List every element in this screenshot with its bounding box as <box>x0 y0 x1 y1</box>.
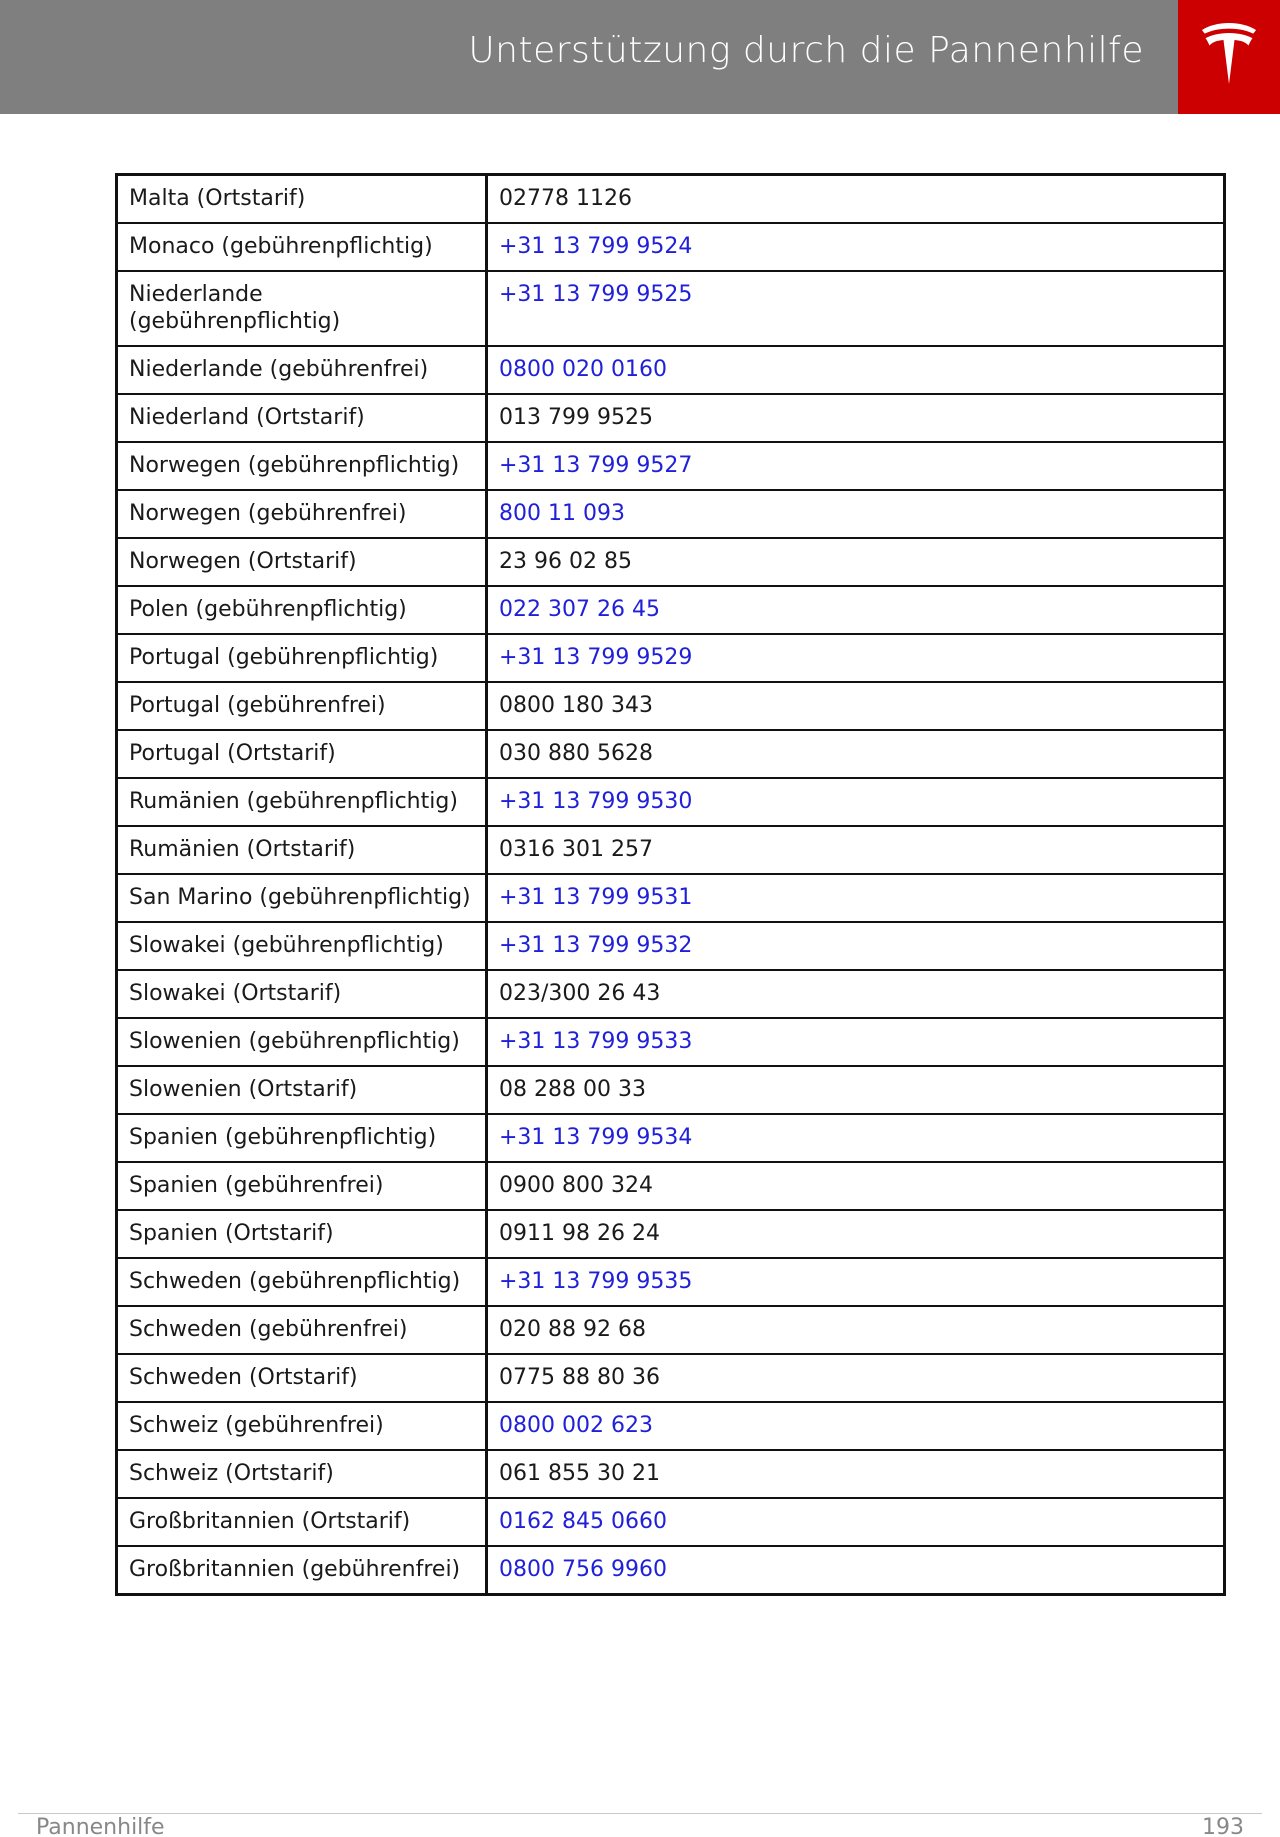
table-row <box>117 538 1225 586</box>
country-cell: Schweiz (Ortstarif) <box>117 1450 487 1498</box>
country-cell: Slowenien (gebührenpflichtig) <box>117 1018 487 1066</box>
phone-number-cell: 0775 88 80 36 <box>487 1354 1225 1402</box>
country-cell: Portugal (Ortstarif) <box>117 730 487 778</box>
phone-number-link[interactable]: +31 13 799 9524 <box>487 223 1225 271</box>
phone-number-link[interactable]: 022 307 26 45 <box>487 586 1225 634</box>
table-row <box>117 778 1225 826</box>
country-cell: Slowakei (gebührenpflichtig) <box>117 922 487 970</box>
phone-number-link[interactable]: 0800 020 0160 <box>487 346 1225 394</box>
table-row <box>117 586 1225 634</box>
country-cell: Rumänien (gebührenpflichtig) <box>117 778 487 826</box>
phone-number-link[interactable]: 0162 845 0660 <box>487 1498 1225 1546</box>
table-row <box>117 1018 1225 1066</box>
country-cell: Spanien (Ortstarif) <box>117 1210 487 1258</box>
phone-number-cell: 030 880 5628 <box>487 730 1225 778</box>
phone-number-link[interactable]: +31 13 799 9525 <box>487 271 1225 346</box>
country-cell: Schweden (Ortstarif) <box>117 1354 487 1402</box>
country-cell: Monaco (gebührenpflichtig) <box>117 223 487 271</box>
table-row <box>117 1306 1225 1354</box>
country-cell: Niederland (Ortstarif) <box>117 394 487 442</box>
phone-number-cell: 013 799 9525 <box>487 394 1225 442</box>
table-row <box>117 826 1225 874</box>
country-cell: Norwegen (gebührenpflichtig) <box>117 442 487 490</box>
phone-number-link[interactable]: +31 13 799 9532 <box>487 922 1225 970</box>
table-row <box>117 1114 1225 1162</box>
phone-number-cell: 0800 180 343 <box>487 682 1225 730</box>
country-cell: Niederlande (gebührenfrei) <box>117 346 487 394</box>
footer-section-name: Pannenhilfe <box>36 1815 165 1837</box>
country-cell: Spanien (gebührenpflichtig) <box>117 1114 487 1162</box>
table-row <box>117 1498 1225 1546</box>
table-row <box>117 175 1225 224</box>
roadside-phone-table <box>115 173 1226 1596</box>
footer-divider <box>18 1813 1262 1814</box>
table-row <box>117 490 1225 538</box>
phone-number-link[interactable]: +31 13 799 9527 <box>487 442 1225 490</box>
table-row <box>117 634 1225 682</box>
table-row <box>117 346 1225 394</box>
country-cell: Großbritannien (gebührenfrei) <box>117 1546 487 1595</box>
country-cell: Spanien (gebührenfrei) <box>117 1162 487 1210</box>
country-cell: Norwegen (Ortstarif) <box>117 538 487 586</box>
table-row <box>117 1258 1225 1306</box>
country-cell: San Marino (gebührenpflichtig) <box>117 874 487 922</box>
table-row <box>117 1546 1225 1595</box>
country-cell: Großbritannien (Ortstarif) <box>117 1498 487 1546</box>
phone-number-cell: 023/300 26 43 <box>487 970 1225 1018</box>
phone-number-link[interactable]: +31 13 799 9530 <box>487 778 1225 826</box>
table-body <box>117 175 1225 1595</box>
phone-number-link[interactable]: 0800 756 9960 <box>487 1546 1225 1595</box>
table-row <box>117 271 1225 346</box>
table-row <box>117 682 1225 730</box>
table-row <box>117 922 1225 970</box>
country-cell: Malta (Ortstarif) <box>117 175 487 224</box>
phone-number-link[interactable]: +31 13 799 9531 <box>487 874 1225 922</box>
table-row <box>117 1066 1225 1114</box>
table-row <box>117 394 1225 442</box>
phone-number-cell: 23 96 02 85 <box>487 538 1225 586</box>
table-row <box>117 1402 1225 1450</box>
phone-number-cell: 0900 800 324 <box>487 1162 1225 1210</box>
table-row <box>117 730 1225 778</box>
header-bar <box>0 0 1178 114</box>
logo-box <box>1178 0 1280 114</box>
country-cell: Portugal (gebührenfrei) <box>117 682 487 730</box>
table-row <box>117 1354 1225 1402</box>
phone-number-link[interactable]: +31 13 799 9533 <box>487 1018 1225 1066</box>
phone-number-cell: 08 288 00 33 <box>487 1066 1225 1114</box>
table-row <box>117 223 1225 271</box>
phone-number-cell: 02778 1126 <box>487 175 1225 224</box>
page-title: Unterstützung durch die Pannenhilfe <box>468 30 1144 71</box>
tesla-logo-icon <box>1200 20 1258 86</box>
country-cell: Polen (gebührenpflichtig) <box>117 586 487 634</box>
roadside-phone-table-wrapper <box>115 173 1223 1596</box>
phone-number-link[interactable]: 0800 002 623 <box>487 1402 1225 1450</box>
table-row <box>117 1162 1225 1210</box>
phone-number-cell: 0316 301 257 <box>487 826 1225 874</box>
table-row <box>117 1450 1225 1498</box>
country-cell: Niederlande (gebührenpflichtig) <box>117 271 487 346</box>
country-cell: Rumänien (Ortstarif) <box>117 826 487 874</box>
table-row <box>117 874 1225 922</box>
phone-number-link[interactable]: +31 13 799 9529 <box>487 634 1225 682</box>
phone-number-link[interactable]: +31 13 799 9534 <box>487 1114 1225 1162</box>
phone-number-cell: 0911 98 26 24 <box>487 1210 1225 1258</box>
country-cell: Slowenien (Ortstarif) <box>117 1066 487 1114</box>
country-cell: Slowakei (Ortstarif) <box>117 970 487 1018</box>
country-cell: Schweden (gebührenpflichtig) <box>117 1258 487 1306</box>
table-row <box>117 1210 1225 1258</box>
country-cell: Portugal (gebührenpflichtig) <box>117 634 487 682</box>
phone-number-cell: 020 88 92 68 <box>487 1306 1225 1354</box>
phone-number-link[interactable]: 800 11 093 <box>487 490 1225 538</box>
table-row <box>117 442 1225 490</box>
footer-page-number: 193 <box>1202 1815 1244 1837</box>
phone-number-cell: 061 855 30 21 <box>487 1450 1225 1498</box>
table-row <box>117 970 1225 1018</box>
country-cell: Norwegen (gebührenfrei) <box>117 490 487 538</box>
phone-number-link[interactable]: +31 13 799 9535 <box>487 1258 1225 1306</box>
country-cell: Schweden (gebührenfrei) <box>117 1306 487 1354</box>
country-cell: Schweiz (gebührenfrei) <box>117 1402 487 1450</box>
